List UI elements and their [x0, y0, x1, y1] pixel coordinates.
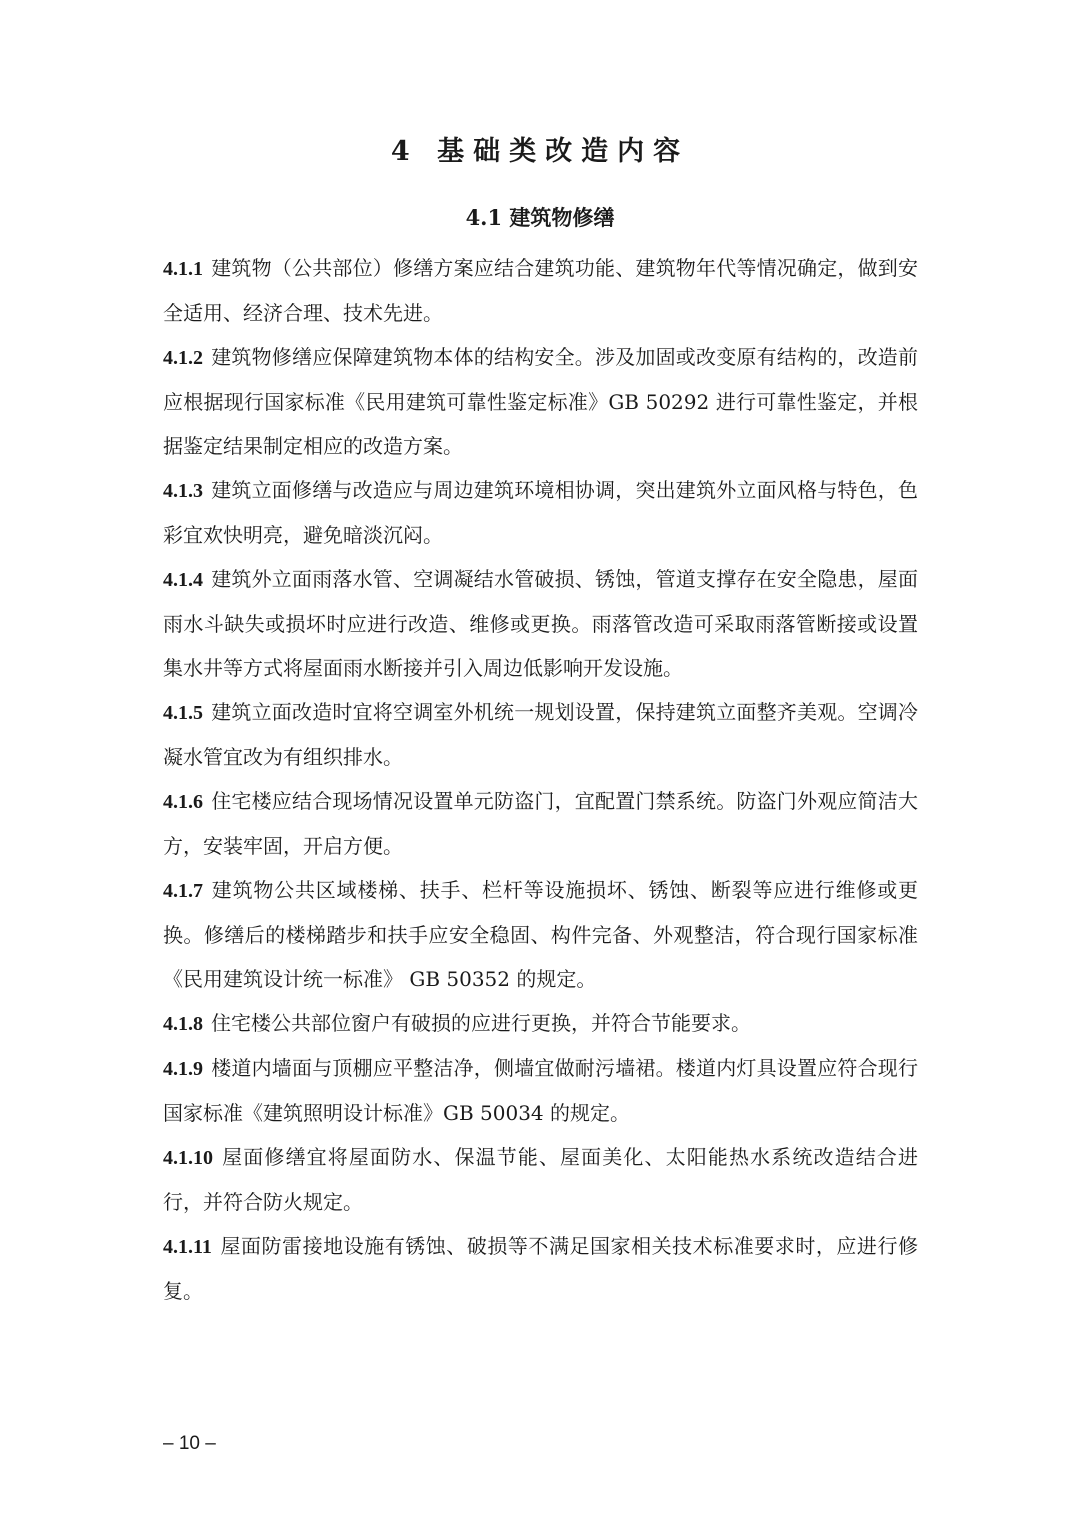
clause-text: 住宅楼公共部位窗户有破损的应进行更换，并符合节能要求。 [211, 1011, 751, 1035]
clause-text: 建筑物修缮应保障建筑物本体的结构安全。涉及加固或改变原有结构的，改造前应根据现行国家标准《民用建筑可靠性鉴定标准》GB 50292 进行可靠性鉴定，并根据鉴定结果制定相应的改造方案。 [163, 345, 918, 458]
clause-number: 4.1.7 [163, 880, 203, 902]
clause-number: 4.1.9 [163, 1058, 203, 1080]
clause-text: 建筑立面改造时宜将空调室外机统一规划设置，保持建筑立面整齐美观。空调冷凝水管宜改为有组织排水。 [163, 700, 918, 769]
section-title: 4.1 建筑物修缮 [465, 205, 615, 230]
clause-4-1-7 [163, 868, 918, 1001]
clause-number: 4.1.5 [163, 702, 203, 724]
clause-4-1-11 [163, 1224, 918, 1313]
clause-4-1-2 [163, 335, 918, 468]
page-number: – 10 – [163, 1433, 216, 1454]
clause-number: 4.1.4 [163, 569, 203, 591]
chapter-title: 4 基础类改造内容 [390, 136, 690, 167]
clause-text: 住宅楼应结合现场情况设置单元防盗门，宜配置门禁系统。防盗门外观应简洁大方，安装牢固，开启方便。 [163, 789, 918, 858]
clause-number: 4.1.8 [163, 1013, 203, 1035]
clause-number: 4.1.10 [163, 1147, 213, 1169]
clause-text: 建筑物（公共部位）修缮方案应结合建筑功能、建筑物年代等情况确定，做到安全适用、经济合理、技术先进。 [163, 256, 918, 325]
clause-text: 建筑物公共区域楼梯、扶手、栏杆等设施损坏、锈蚀、断裂等应进行维修或更换。修缮后的楼梯踏步和扶手应安全稳固、构件完备、外观整洁，符合现行国家标准《民用建筑设计统一标准》 GB 50352 的规定。 [163, 878, 918, 991]
clause-4-1-8 [163, 1001, 918, 1046]
clause-text: 楼道内墙面与顶棚应平整洁净，侧墙宜做耐污墙裙。楼道内灯具设置应符合现行国家标准《建筑照明设计标准》GB 50034 的规定。 [163, 1056, 918, 1125]
clause-text: 屋面防雷接地设施有锈蚀、破损等不满足国家相关技术标准要求时，应进行修复。 [163, 1234, 918, 1303]
clause-4-1-3 [163, 468, 918, 557]
clause-number: 4.1.3 [163, 480, 203, 502]
clause-number: 4.1.2 [163, 347, 203, 369]
clause-number: 4.1.11 [163, 1236, 212, 1258]
clause-4-1-1 [163, 246, 918, 335]
clause-number: 4.1.6 [163, 791, 203, 813]
clause-text: 建筑立面修缮与改造应与周边建筑环境相协调，突出建筑外立面风格与特色，色彩宜欢快明亮，避免暗淡沉闷。 [163, 478, 918, 547]
clause-4-1-10 [163, 1135, 918, 1224]
clause-4-1-4 [163, 557, 918, 690]
clause-text: 屋面修缮宜将屋面防水、保温节能、屋面美化、太阳能热水系统改造结合进行，并符合防火规定。 [163, 1145, 918, 1214]
clause-4-1-9 [163, 1046, 918, 1135]
clause-list [163, 246, 918, 1313]
clause-4-1-5 [163, 690, 918, 779]
clause-text: 建筑外立面雨落水管、空调凝结水管破损、锈蚀，管道支撑存在安全隐患，屋面雨水斗缺失或损坏时应进行改造、维修或更换。雨落管改造可采取雨落管断接或设置集水井等方式将屋面雨水断接并引入周边低影响开发设施。 [163, 567, 918, 680]
clause-number: 4.1.1 [163, 258, 203, 280]
clause-4-1-6 [163, 779, 918, 868]
